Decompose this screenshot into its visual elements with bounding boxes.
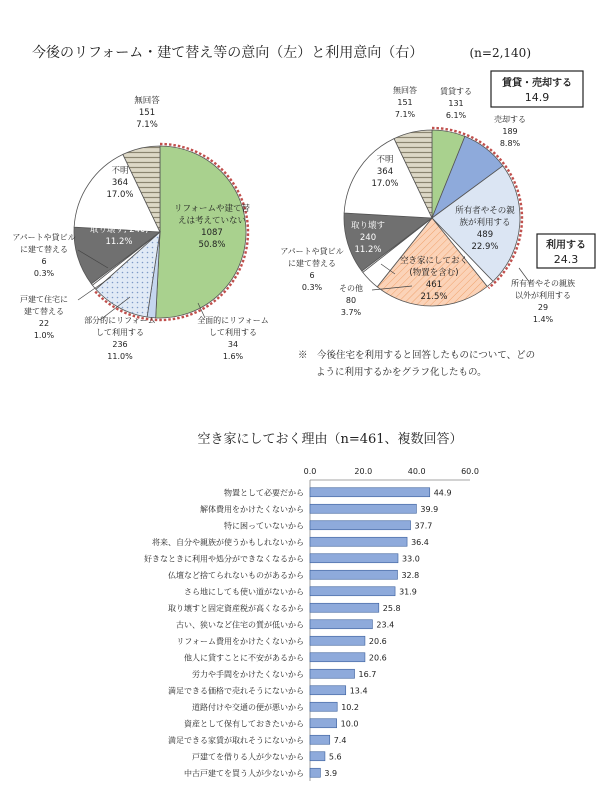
left-pie-label-full-reform-line-3: 1.6%	[222, 352, 244, 361]
left-pie-label-rebuild-apartment-line-2: 6	[41, 257, 47, 266]
left-pie-label-partial-reform-line-3: 11.0%	[107, 352, 133, 361]
right-pie-label-other-use-line-3: 1.4%	[532, 315, 554, 324]
right-pie-label-rent-line-1: 131	[448, 99, 464, 108]
left-pie-label-rebuild-apartment-line-0: アパートや貸ビル	[12, 233, 76, 242]
bar-category-label-10: 他人に貸すことに不安があるから	[184, 653, 304, 663]
right-pie-label-unknown-line-0: 不明	[376, 155, 394, 165]
right-pie-label-vacant-line-3: 21.5%	[420, 292, 448, 302]
right-pie-label-unknown-line-2: 17.0%	[371, 179, 399, 189]
bar-value-label-10: 20.6	[368, 653, 387, 663]
left-pie-label-no-answer-line-1: 151	[138, 108, 156, 118]
right-pie-label-other-line-0: その他	[339, 284, 363, 293]
left-pie-label-unknown-line-2: 17.0%	[106, 190, 134, 200]
bar-value-label-2: 37.7	[414, 521, 433, 531]
bar-category-label-11: 労力や手間をかけたくないから	[192, 669, 304, 679]
left-pie-label-no-plan-line-0: リフォームや建て替	[173, 204, 251, 214]
bar-category-label-7: 取り壊すと固定資産税が高くなるから	[168, 603, 304, 613]
left-pie-label-unknown-line-1: 364	[111, 178, 129, 188]
left-pie-label-full-reform-line-0: 全面的にリフォーム	[197, 316, 269, 325]
right-pie-label-vacant-line-1: (物置を含む)	[409, 268, 459, 278]
left-pie-label-rebuild-apartment-line-3: 0.3%	[33, 269, 55, 278]
bar-12	[310, 686, 346, 695]
bar-16	[310, 752, 325, 761]
right-pie-label-sell-line-2: 8.8%	[499, 139, 521, 148]
bar-17	[310, 768, 320, 777]
right-pie-label-demolish-line-0: 取り壊す	[350, 221, 386, 231]
right-pie-label-unknown-line-1: 364	[376, 167, 394, 177]
bar-x-tick-0: 0.0	[303, 467, 317, 476]
right-pie-label-sell-line-1: 189	[502, 127, 518, 136]
bar-7	[310, 603, 379, 612]
right-pie-label-rebuild-apartment-line-3: 0.3%	[301, 283, 323, 292]
bar-category-label-5: 仏壇など捨てられないものがあるから	[168, 570, 304, 580]
bar-category-label-15: 満足できる家賃が取れそうにないから	[168, 735, 304, 745]
bar-category-label-13: 道路付けや交通の便が悪いから	[192, 702, 304, 712]
right-pie-label-other-use-line-1: 以外が利用する	[515, 291, 571, 300]
left-pie-label-demolish-pct: 11.2%	[105, 237, 133, 247]
left-pie-label-no-plan-line-3: 50.8%	[198, 240, 226, 250]
pie-chart-title: 今後のリフォーム・建て替え等の意向（左）と利用意向（右）	[32, 45, 424, 61]
bar-8	[310, 620, 372, 629]
bar-category-label-9: リフォーム費用をかけたくないから	[176, 636, 304, 646]
right-pie-label-demolish-line-1: 240	[359, 233, 377, 243]
bar-x-tick-2: 40.0	[407, 467, 426, 476]
bar-0	[310, 488, 430, 497]
bar-14	[310, 719, 337, 728]
bar-value-label-17: 3.9	[324, 768, 338, 778]
bar-15	[310, 735, 330, 744]
bar-category-label-0: 物置として必要だから	[224, 488, 304, 498]
bar-category-label-8: 古い、狭いなど住宅の質が低いから	[176, 620, 304, 630]
left-pie-label-no-plan-line-2: 1087	[201, 228, 223, 238]
bar-value-label-12: 13.4	[349, 686, 368, 696]
right-pie-label-other-line-2: 3.7%	[340, 308, 362, 317]
bar-11	[310, 669, 355, 678]
right-pie-label-other-use-line-2: 29	[537, 303, 549, 312]
right-pie-label-demolish-line-2: 11.2%	[354, 245, 382, 255]
right-pie-label-family-use-line-2: 489	[476, 230, 494, 240]
bar-category-label-12: 満足できる価格で売れそうにないから	[168, 686, 304, 696]
right-pie-label-rent-line-0: 賃貸する	[440, 87, 472, 96]
bar-value-label-0: 44.9	[433, 488, 452, 498]
right-pie-label-vacant-line-0: 空き家にしておく	[399, 256, 469, 266]
right-pie-label-other-line-1: 80	[345, 296, 357, 305]
bar-value-label-7: 25.8	[382, 603, 401, 613]
pie-note-line-1: ように利用するかをグラフ化したもの。	[316, 367, 487, 378]
left-pie-label-rebuild-apartment-line-1: に建て替える	[20, 245, 68, 254]
left-pie-label-full-reform-line-1: して利用する	[209, 328, 257, 337]
left-pie-label-no-plan-line-1: えは考えていない	[177, 216, 247, 226]
left-pie-label-rebuild-house-line-2: 22	[38, 319, 50, 328]
bar-category-label-17: 中古戸建てを買う人が少ないから	[184, 768, 304, 778]
left-pie-label-partial-reform-line-2: 236	[112, 340, 128, 349]
bar-category-label-14: 資産として保有しておきたいから	[184, 719, 304, 729]
right-pie-label-rebuild-apartment-line-1: に建て替える	[288, 259, 336, 268]
bar-4	[310, 554, 398, 563]
right-pie-label-family-use-line-3: 22.9%	[471, 242, 499, 252]
bar-6	[310, 587, 395, 596]
bar-value-label-6: 31.9	[399, 587, 417, 597]
bar-value-label-11: 16.7	[358, 669, 377, 679]
left-pie-label-rebuild-house-line-3: 1.0%	[33, 331, 55, 340]
callout-rent-sell-value: 14.9	[524, 91, 550, 104]
right-pie-label-family-use-line-1: 族が利用する	[459, 218, 511, 228]
bar-category-label-3: 将来、自分や親族が使うかもしれないから	[152, 537, 304, 547]
pie-note-line-0: ※ 今後住宅を利用すると回答したものについて、どの	[298, 350, 536, 361]
bar-3	[310, 537, 407, 546]
bar-category-label-4: 好きなときに利用や処分ができなくなるから	[144, 554, 304, 564]
bar-value-label-1: 39.9	[420, 504, 439, 514]
right-pie-label-rent-line-2: 6.1%	[445, 111, 467, 120]
bar-value-label-5: 32.8	[401, 570, 420, 580]
bar-category-label-1: 解体費用をかけたくないから	[200, 504, 304, 514]
right-pie-label-no-answer-line-1: 151	[397, 98, 413, 107]
bar-value-label-9: 20.6	[368, 636, 387, 646]
bar-category-label-2: 特に困っていないから	[224, 521, 304, 531]
bar-chart-title: 空き家にしておく理由（n=461、複数回答）	[197, 432, 463, 447]
bar-value-label-3: 36.4	[411, 537, 429, 547]
right-pie-label-no-answer-line-0: 無回答	[393, 86, 417, 95]
bar-1	[310, 504, 416, 513]
bar-x-tick-3: 60.0	[461, 467, 479, 476]
right-pie-label-sell-line-0: 売却する	[494, 115, 526, 124]
bar-value-label-14: 10.0	[340, 719, 359, 729]
bar-2	[310, 521, 411, 530]
pie-chart-sample-size: (n=2,140)	[469, 46, 531, 60]
left-pie-label-rebuild-house-line-1: 建て替える	[24, 307, 64, 316]
bar-category-label-6: さら地にしても使い道がないから	[184, 587, 304, 597]
bar-value-label-15: 7.4	[333, 735, 347, 745]
left-pie-label-full-reform-line-2: 34	[227, 340, 239, 349]
right-pie-label-other-use-line-0: 所有者やその親族	[511, 279, 575, 288]
callout-rent-sell-label: 賃貸・売却する	[502, 78, 572, 89]
bar-value-label-8: 23.4	[376, 620, 395, 630]
right-pie-label-rebuild-apartment-line-0: アパートや貸ビル	[280, 247, 344, 256]
bar-category-label-16: 戸建てを借りる人が少ないから	[192, 752, 304, 762]
bar-5	[310, 570, 397, 579]
bar-9	[310, 636, 365, 645]
bar-13	[310, 702, 337, 711]
callout-utilize-label: 利用する	[546, 240, 586, 251]
right-pie-label-vacant-line-2: 461	[425, 280, 443, 290]
right-pie-label-no-answer-line-2: 7.1%	[394, 110, 416, 119]
left-pie-label-no-answer-line-0: 無回答	[134, 96, 160, 106]
right-pie-label-rebuild-apartment-line-2: 6	[309, 271, 315, 280]
bar-x-tick-1: 20.0	[354, 467, 373, 476]
left-pie-label-no-answer-line-2: 7.1%	[136, 120, 158, 130]
left-pie-label-partial-reform-line-0: 部分的にリフォーム	[84, 316, 156, 325]
bar-10	[310, 653, 365, 662]
bar-value-label-16: 5.6	[328, 752, 342, 762]
bar-value-label-13: 10.2	[341, 702, 360, 712]
callout-utilize-value: 24.3	[553, 253, 579, 266]
left-pie-label-rebuild-house-line-0: 戸建て住宅に	[20, 295, 68, 304]
left-pie-label-unknown-line-0: 不明	[111, 166, 129, 176]
left-pie-label-partial-reform-line-1: して利用する	[96, 328, 144, 337]
bar-value-label-4: 33.0	[402, 554, 420, 564]
right-pie-label-family-use-line-0: 所有者やその親	[455, 206, 515, 216]
left-pie-label-demolish: 取り壊す, 240,	[89, 225, 149, 235]
